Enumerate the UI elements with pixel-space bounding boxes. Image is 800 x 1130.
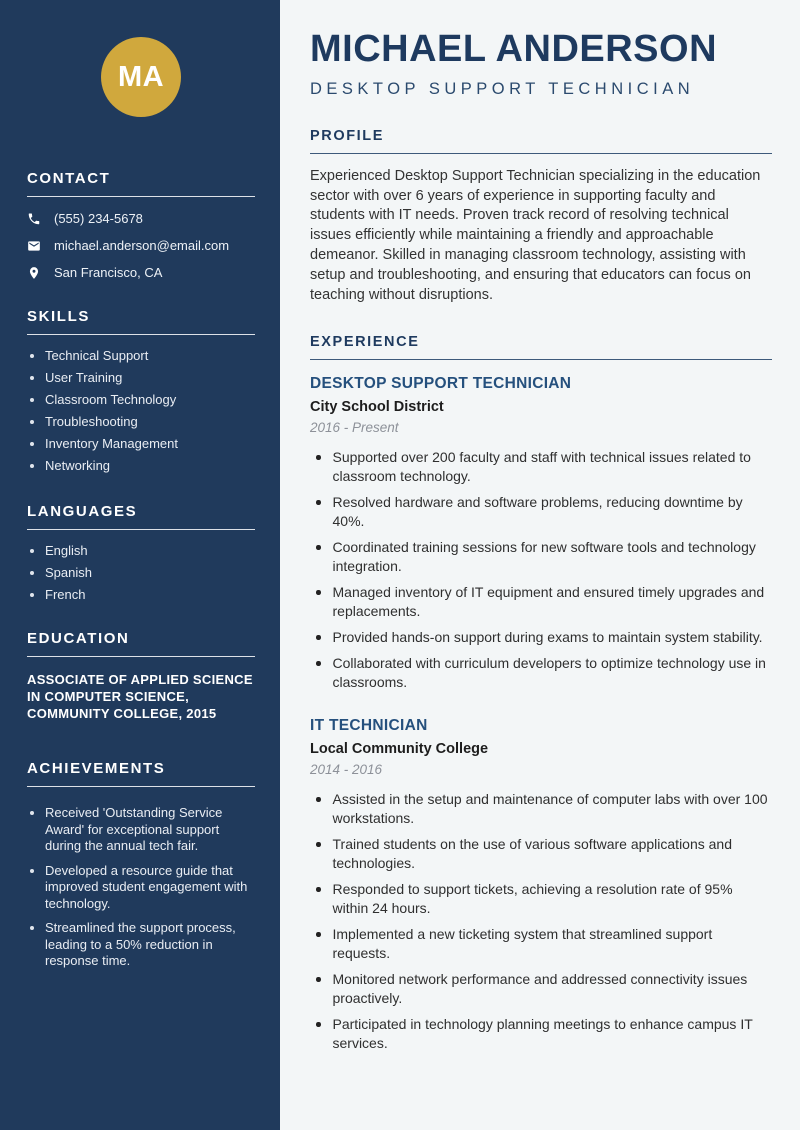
profile-section-title: PROFILE: [310, 128, 772, 154]
job-bullet-list: [310, 790, 772, 1053]
contact-section-title: CONTACT: [27, 170, 255, 197]
experience-entry-1: [310, 375, 772, 692]
bullet-icon: [30, 811, 34, 815]
person-job-title: DESKTOP SUPPORT TECHNICIAN: [310, 79, 695, 98]
achievements-section: [27, 760, 255, 970]
profile-text: Experienced Desktop Support Technician specializing in the education sector with over 6 years of experience in supporting faculty and students with IT needs. Proven track record of resolving technical issues efficiently while maintaining a friendly and approachable demeanor. Skilled in managing classroom technology, assisting with setup and troubleshooting, and ensuring that educators can focus on teaching without disruptions.: [310, 167, 761, 303]
job-bullet: Provided hands-on support during exams to maintain system stability.: [310, 628, 772, 647]
job-bullet: Managed inventory of IT equipment and ensured timely upgrades and replacements.: [310, 583, 772, 621]
contact-row-email: [27, 238, 255, 254]
bullet-icon: [30, 571, 34, 575]
bullet-icon: [316, 797, 321, 802]
bullet-icon: [316, 661, 321, 666]
sidebar: [0, 0, 280, 1130]
bullet-icon: [316, 977, 321, 982]
bullet-icon: [30, 464, 34, 468]
languages-section: [27, 503, 255, 603]
job-role: IT TECHNICIAN: [310, 717, 428, 735]
contact-location: San Francisco, CA: [54, 265, 163, 280]
bullet-icon: [316, 455, 321, 460]
contact-list: [27, 211, 255, 281]
achievements-list: [27, 805, 255, 970]
job-bullet: Coordinated training sessions for new software tools and technology integration.: [310, 538, 772, 576]
skill-item: Classroom Technology: [27, 392, 255, 408]
job-dates: 2014 - 2016: [310, 762, 383, 778]
job-bullet: Collaborated with curriculum developers to optimize technology use in classrooms.: [310, 654, 772, 692]
skill-item: Inventory Management: [27, 436, 255, 452]
job-bullet: Responded to support tickets, achieving a resolution rate of 95% within 24 hours.: [310, 880, 772, 918]
person-name: MICHAEL ANDERSON: [310, 28, 718, 70]
phone-icon: [27, 212, 41, 226]
language-item: English: [27, 543, 255, 559]
bullet-icon: [316, 887, 321, 892]
languages-section-title: LANGUAGES: [27, 503, 255, 530]
skill-item: Troubleshooting: [27, 414, 255, 430]
achievement-item: Streamlined the support process, leading to a 50% reduction in response time.: [27, 920, 255, 970]
bullet-icon: [316, 1022, 321, 1027]
job-bullet-list: [310, 448, 772, 692]
education-section: [27, 630, 255, 722]
language-item: French: [27, 587, 255, 603]
bullet-icon: [30, 354, 34, 358]
bullet-icon: [30, 376, 34, 380]
job-bullet: Participated in technology planning meetings to enhance campus IT services.: [310, 1015, 772, 1053]
avatar: [101, 37, 181, 117]
job-bullet: Monitored network performance and addressed connectivity issues proactively.: [310, 970, 772, 1008]
bullet-icon: [30, 593, 34, 597]
contact-phone: (555) 234-5678: [54, 211, 143, 226]
languages-list: [27, 543, 255, 603]
job-bullet: Supported over 200 faculty and staff with technical issues related to classroom technology.: [310, 448, 772, 486]
bullet-icon: [30, 926, 34, 930]
bullet-icon: [316, 545, 321, 550]
skill-item: Technical Support: [27, 348, 255, 364]
job-company: Local Community College: [310, 741, 489, 758]
job-bullet: Assisted in the setup and maintenance of computer labs with over 100 workstations.: [310, 790, 772, 828]
email-icon: [27, 239, 41, 253]
achievements-section-title: ACHIEVEMENTS: [27, 760, 255, 787]
skills-section-title: SKILLS: [27, 308, 255, 335]
job-bullet: Trained students on the use of various software applications and technologies.: [310, 835, 772, 873]
location-icon: [27, 266, 41, 280]
avatar-wrap: [27, 37, 255, 117]
language-item: Spanish: [27, 565, 255, 581]
bullet-icon: [316, 590, 321, 595]
bullet-icon: [316, 932, 321, 937]
skills-list: [27, 348, 255, 474]
bullet-icon: [30, 442, 34, 446]
job-dates: 2016 - Present: [310, 420, 399, 436]
skill-item: User Training: [27, 370, 255, 386]
achievement-item: Developed a resource guide that improved student engagement with technology.: [27, 863, 255, 913]
avatar-initials: MA: [117, 60, 165, 93]
bullet-icon: [316, 842, 321, 847]
bullet-icon: [30, 420, 34, 424]
bullet-icon: [30, 549, 34, 553]
bullet-icon: [30, 869, 34, 873]
contact-section: [27, 170, 255, 281]
bullet-icon: [30, 398, 34, 402]
job-role: DESKTOP SUPPORT TECHNICIAN: [310, 375, 572, 393]
contact-email: michael.anderson@email.com: [54, 238, 230, 253]
education-section-title: EDUCATION: [27, 630, 255, 657]
contact-row-phone: [27, 211, 255, 227]
achievement-item: Received 'Outstanding Service Award' for exceptional support during the annual tech fair.: [27, 805, 255, 855]
job-bullet: Implemented a new ticketing system that streamlined support requests.: [310, 925, 772, 963]
bullet-icon: [316, 500, 321, 505]
education-degree: ASSOCIATE OF APPLIED SCIENCE IN COMPUTER SCIENCE, COMMUNITY COLLEGE, 2015: [27, 672, 253, 721]
experience-entry-2: [310, 717, 772, 1053]
job-bullet: Resolved hardware and software problems, reducing downtime by 40%.: [310, 493, 772, 531]
skills-section: [27, 308, 255, 474]
bullet-icon: [316, 635, 321, 640]
experience-section-title: EXPERIENCE: [310, 334, 772, 360]
contact-row-location: [27, 265, 255, 281]
main-content: [280, 0, 800, 1130]
skill-item: Networking: [27, 458, 255, 474]
job-company: City School District: [310, 399, 444, 416]
